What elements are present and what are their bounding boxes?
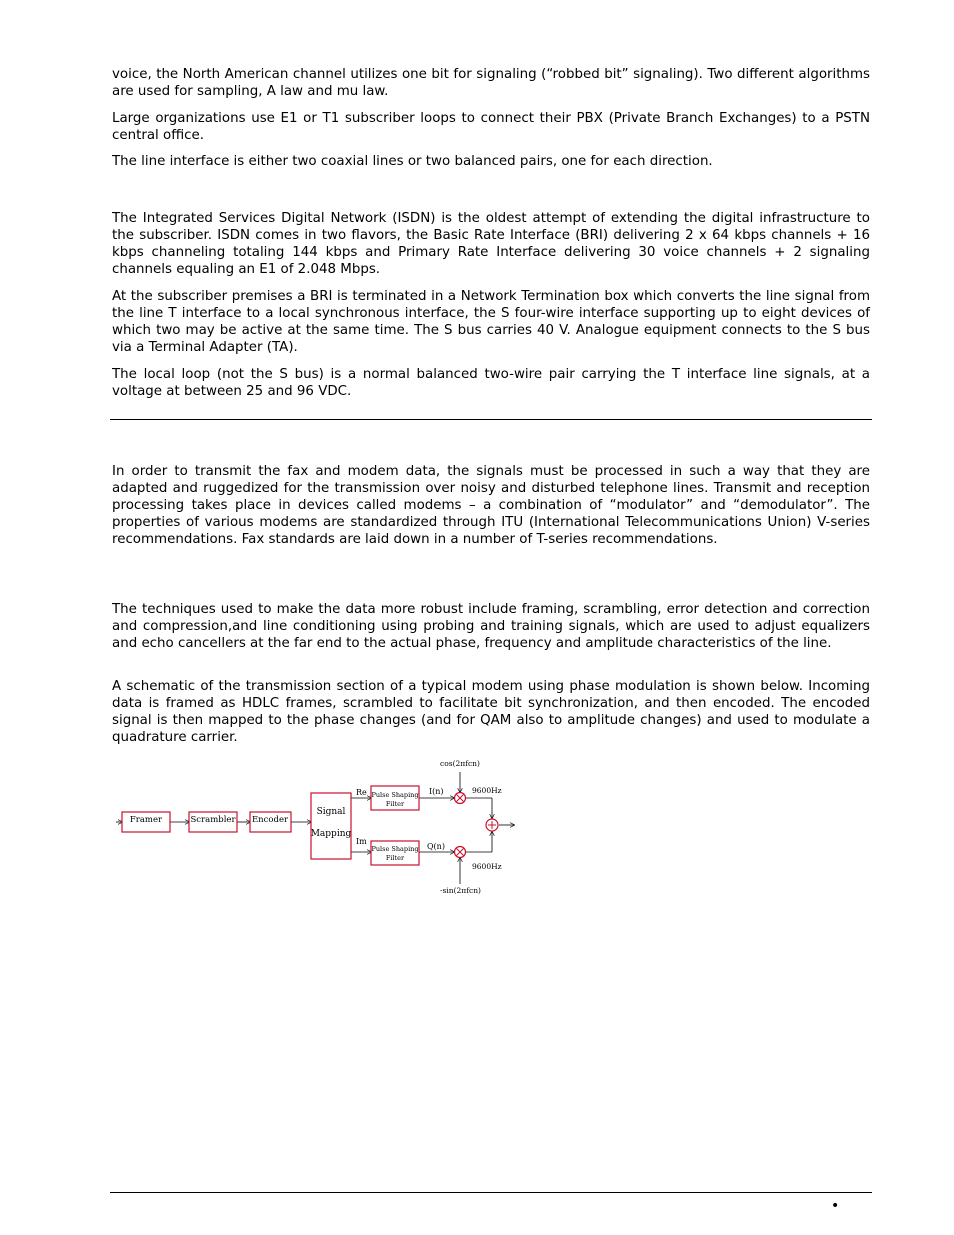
paragraph-local-loop: The local loop (not the S bus) is a normal balanced two-wire pair carrying the T interface line signals, at a voltage at between 25 and 96 VDC. bbox=[112, 367, 870, 399]
paragraph-isdn: The Integrated Services Digital Network (ISDN) is the oldest attempt of extending the digital infrastructure to the subscriber. ISDN comes in two flavors, the Basic Rate Interface (BRI) delivering 2 x 64 kbps channels + 16 kbps channeling totaling 144 kbps and Primary Rate Interface delivering 30 voice channels + 2 signaling channels equaling an E1 of 2.048 Mbps. bbox=[112, 211, 870, 277]
framer-label: Framer bbox=[129, 815, 163, 825]
modem-transmitter-diagram bbox=[110, 752, 530, 902]
re-label: Re bbox=[356, 788, 367, 797]
cos-label: cos(2πfcn) bbox=[440, 759, 480, 768]
scrambler-label: Scrambler bbox=[190, 815, 236, 825]
paragraph-modems: In order to transmit the fax and modem data, the signals must be processed in such a way that they are adapted and ruggedized for the transmission over noisy and disturbed telephone lines. Transmit and reception processing takes place in devices called modems – a combination of “modulator” and “demodulator”. The properties of various modems are standardized through ITU (International Telecommunications Union) V-series recommendations. Fax standards are laid down in a number of T-series recommendations. bbox=[112, 464, 870, 547]
footer-rule bbox=[110, 1192, 872, 1193]
sin-label: -sin(2πfcn) bbox=[440, 886, 481, 895]
signal-mapping-block bbox=[311, 793, 351, 859]
filter-bottom-label-2: Filter bbox=[385, 854, 405, 862]
filter-bottom-label-1: Pulse Shaping bbox=[371, 845, 419, 853]
im-label: Im bbox=[356, 837, 367, 846]
freq-top-label: 9600Hz bbox=[472, 786, 502, 795]
encoder-label: Encoder bbox=[251, 815, 289, 825]
paragraph-schematic: A schematic of the transmission section of a typical modem using phase modulation is shown below. Incoming data is framed as HDLC frames, scrambled to facilitate bit synchronization, and then encoded. The encoded signal is then mapped to the phase changes (and for QAM also to amplitude changes) and used to modulate a quadrature carrier. bbox=[112, 679, 870, 745]
filter-top-label-2: Filter bbox=[385, 800, 405, 808]
footer-bullet: • bbox=[831, 1198, 840, 1214]
section-divider bbox=[110, 419, 872, 420]
paragraph-line-interface: The line interface is either two coaxial lines or two balanced pairs, one for each direction. bbox=[112, 154, 713, 169]
paragraph-techniques: The techniques used to make the data more robust include framing, scrambling, error detection and correction and compression,and line conditioning using probing and training signals, which are used to adjust equalizers and echo cancellers at the far end to the actual phase, frequency and amplitude characteristics of the line. bbox=[112, 602, 870, 651]
paragraph-robbed-bit: voice, the North American channel utilizes one bit for signaling (“robbed bit” signaling). Two different algorithms are used for sampling, A law and mu law. bbox=[112, 67, 870, 99]
i-label: I(n) bbox=[429, 787, 444, 796]
paragraph-bri: At the subscriber premises a BRI is terminated in a Network Termination box which converts the line signal from the line T interface to a local synchronous interface, the S four-wire interface supporting up to eight devices of which two may be active at the same time. The S bus carries 40 V. Analogue equipment connects to the S bus via a Terminal Adapter (TA). bbox=[112, 289, 870, 355]
paragraph-pbx: Large organizations use E1 or T1 subscriber loops to connect their PBX (Private Branch Exchanges) to a PSTN central office. bbox=[112, 111, 870, 143]
mapping-label-1: Signal bbox=[316, 807, 346, 817]
mapping-label-2: Mapping bbox=[310, 829, 352, 839]
q-label: Q(n) bbox=[427, 842, 445, 851]
freq-bottom-label: 9600Hz bbox=[472, 862, 502, 871]
filter-top-label-1: Pulse Shaping bbox=[371, 791, 419, 799]
